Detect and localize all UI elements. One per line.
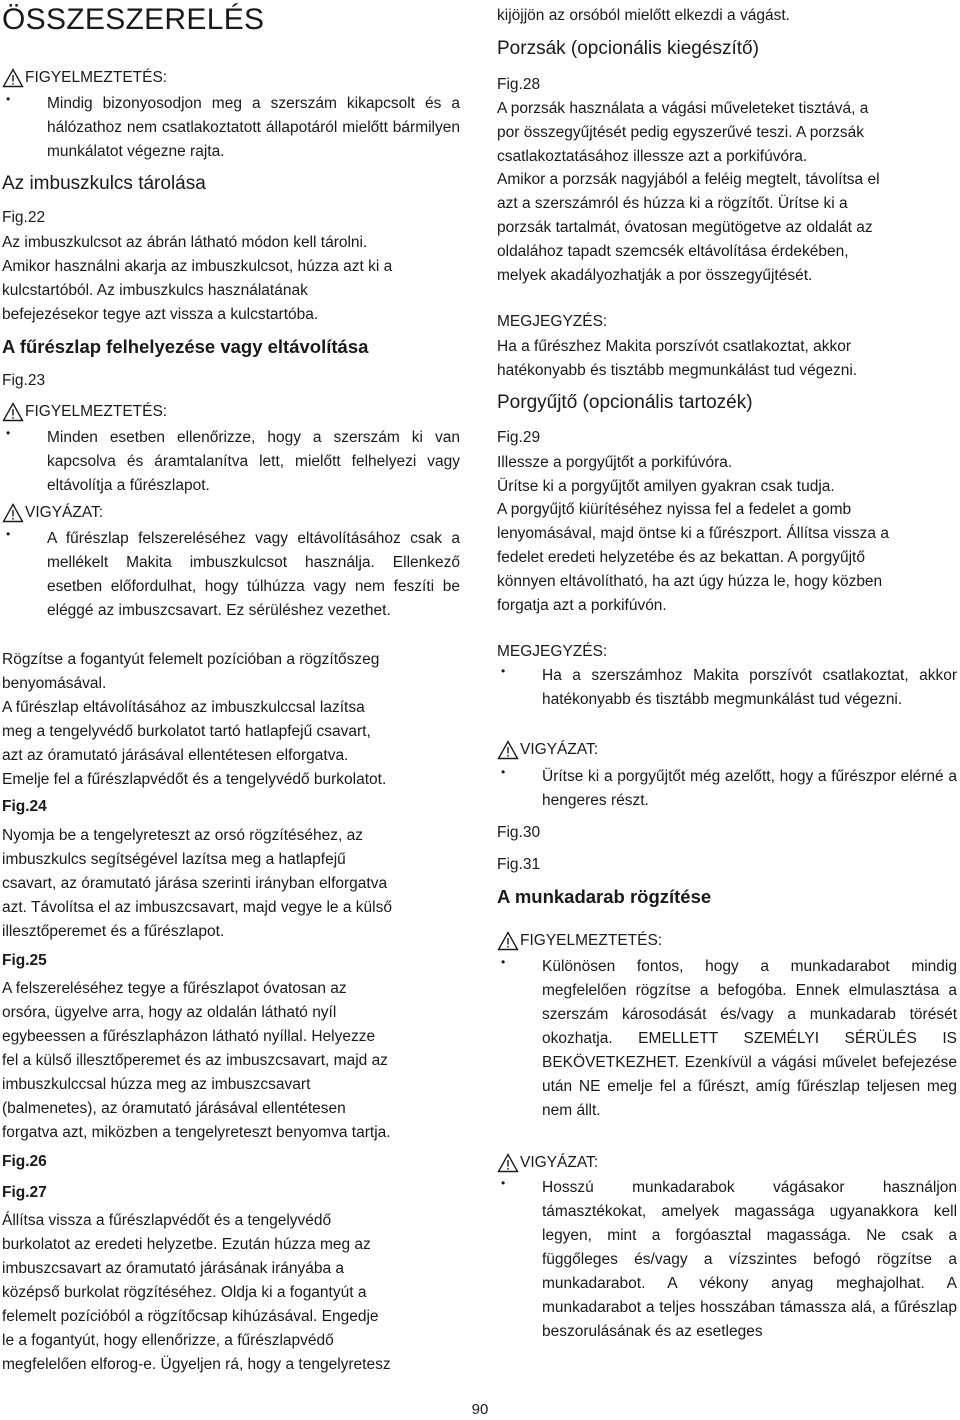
caution-label: VIGYÁZAT: (497, 740, 957, 760)
fig-label: Fig.28 (497, 76, 541, 93)
section-heading: Az imbuszkulcs tárolása (2, 173, 206, 194)
bullet-text: Mindig bizonyosodjon meg a szerszám kikapcsolt és a hálózathoz nem csatlakoztatott állapotáról mielőtt bármilyen munkálatot végezne rajta. (47, 95, 460, 160)
caution-label: VIGYÁZAT: (2, 503, 460, 523)
note-label: MEGJEGYZÉS: (497, 643, 608, 660)
fig-label: Fig.27 (2, 1184, 47, 1201)
warning-triangle-icon (497, 740, 519, 760)
bullet-item: • A fűrészlap felszereléséhez vagy eltávolításához csak a mellékelt Makita imbuszkulcsot használja. Ellenkező esetben előfordulhat, hogy túlhúzza vagy nem feszíti be eléggé az imbuszcsavart. Ez sérüléshez vezethet. (2, 527, 460, 623)
paragraph: Rögzítse a fogantyút felemelt pozícióban a rögzítőszeg benyomásával. (2, 651, 380, 692)
warning-triangle-icon (497, 1153, 519, 1173)
section-heading: A munkadarab rögzítése (497, 886, 712, 907)
section-heading: Porgyűjtő (opcionális tartozék) (497, 392, 753, 413)
paragraph: A fűrészlap eltávolításához az imbuszkulccsal lazítsa meg a tengelyvédő burkolatot tartó hatlapfejű csavart, azt az óramutató járásával ellentétesen elforgatva. Emelje fel a fűrészlapvédőt és a tengelyvédő burkolatot. (2, 699, 387, 788)
section-heading: Porzsák (opcionális kiegészítő) (497, 38, 759, 59)
fig-label: Fig.31 (497, 856, 541, 873)
bullet-text: Különösen fontos, hogy a munkadarabot mindig megfelelően rögzítse a befogóba. Ennek elmulasztása a szerszám károsodását és/vagy a munkadarab törését okozhatja. EMELLETT SZEMÉLYI SÉRÜLÉS IS BEKÖVETKEZHET. Ezenkívül a vágási művelet befejezése után NE emelje fel a fűrészt, amíg fűrészlap teljesen meg nem állt. (542, 958, 957, 1119)
bullet-text: A fűrészlap felszereléséhez vagy eltávolításához csak a mellékelt Makita imbuszkulcsot használja. Ellenkező esetben előfordulhat, hogy túlhúzza vagy nem feszíti be eléggé az imbuszcsavart. Ez sérüléshez vezethet. (47, 530, 460, 619)
bullet-text: Hosszú munkadarabok vágásakor használjon támasztékokat, amelyek magassága ugyanakkora kell legyen, mint a forgóasztal magassága. Ne csak a függőleges és/vagy a vízszintes befogó rögzítse a munkadarabot. A vékony anyag meghajolhat. A munkadarabot a teljes hosszában támassza alá, a fűrészlap beszorulásának és az esetleges (542, 1179, 958, 1340)
warning-label: FIGYELMEZTETÉS: (2, 402, 460, 422)
page-title: ÖSSZESZERELÉS (2, 3, 265, 36)
bullet-item: • Mindig bizonyosodjon meg a szerszám kikapcsolt és a hálózathoz nem csatlakoztatott állapotáról mielőtt bármilyen munkálatot végezne rajta. (2, 92, 460, 164)
fig-label: Fig.29 (497, 429, 541, 446)
bullet-text: Ha a szerszámhoz Makita porszívót csatlakoztat, akkor hatékonyabb és tisztább megmunkálást tud végezni. (542, 667, 957, 708)
bullet-item: • Ha a szerszámhoz Makita porszívót csatlakoztat, akkor hatékonyabb és tisztább megmunkálást tud végezni. (497, 664, 957, 712)
bullet-item: • Különösen fontos, hogy a munkadarabot mindig megfelelően rögzítse a befogóba. Ennek elmulasztása a szerszám károsodását és/vagy a munkadarab törését okozhatja. EMELLETT SZEMÉLYI SÉRÜLÉS IS BEKÖVETKEZHET. Ezenkívül a vágási művelet befejezése után NE emelje fel a fűrészt, amíg fűrészlap teljesen meg nem állt. (497, 955, 957, 1123)
paragraph: Az imbuszkulcsot az ábrán látható módon kell tárolni. Amikor használni akarja az imbuszkulcsot, húzza azt ki a kulcstartóból. Az imbuszkulcs használatának befejezésekor tegye azt vissza a kulcstartóba. (2, 234, 393, 323)
warning-label: FIGYELMEZTETÉS: (2, 68, 460, 88)
paragraph: Amikor a porzsák nagyjából a feléig megtelt, távolítsa el azt a szerszámról és húzza ki a rögzítőt. Ürítse ki a porzsák tartalmát, óvatosan megütögetve az oldalát az oldalához tapadt szemcsék eltávolítása érdekében, melyek akadályozhatják a por összegyűjtését. (497, 171, 880, 284)
warning-triangle-icon (2, 503, 24, 523)
bullet-text: Minden esetben ellenőrizze, hogy a szerszám ki van kapcsolva és áramtalanítva lett, mielőtt felhelyezi vagy eltávolítja a fűrészlapot. (47, 429, 460, 494)
warning-triangle-icon (2, 402, 24, 422)
continued-line: kijöjjön az orsóból mielőtt elkezdi a vágást. (497, 7, 790, 24)
page-number: 90 (471, 1401, 489, 1418)
fig-label: Fig.25 (2, 952, 47, 969)
fig-label: Fig.30 (497, 824, 541, 841)
bullet-item: • Minden esetben ellenőrizze, hogy a szerszám ki van kapcsolva és áramtalanítva lett, mielőtt felhelyezi vagy eltávolítja a fűrészlapot. (2, 426, 460, 498)
paragraph: Ürítse ki a porgyűjtőt amilyen gyakran csak tudja. (497, 478, 835, 495)
paragraph: Nyomja be a tengelyreteszt az orsó rögzítéséhez, az imbuszkulcs segítségével lazítsa meg a hatlapfejű csavart, az óramutató járása szerinti irányban elforgatva azt. Távolítsa el az imbuszcsavart, majd vegye le a külső illesztőperemet és a fűrészlapot. (2, 827, 392, 940)
paragraph: Ha a fűrészhez Makita porszívót csatlakoztat, akkor hatékonyabb és tisztább megmunkálást tud végezni. (497, 338, 858, 379)
fig-label: Fig.22 (2, 209, 46, 226)
paragraph: A porzsák használata a vágási műveleteket tisztává, a por összegyűjtését pedig egyszerűvé teszi. A porzsák csatlakoztatásához illessze azt a porkifúvóra. (497, 100, 869, 165)
paragraph: A porgyűjtő kiürítéséhez nyissa fel a fedelet a gomb lenyomásával, majd öntse ki a fűrészport. Állítsa vissza a fedelet eredeti helyzetébe és az bekattan. A porgyűjtő könnyen eltávolítható, ha azt úgy húzza le, hogy közben forgatja azt a porkifúvón. (497, 501, 889, 614)
fig-label: Fig.23 (2, 372, 46, 389)
caution-label: VIGYÁZAT: (497, 1153, 957, 1173)
fig-label: Fig.26 (2, 1153, 47, 1170)
note-label: MEGJEGYZÉS: (497, 313, 608, 330)
bullet-item: • Hosszú munkadarabok vágásakor használjon támasztékokat, amelyek magassága ugyanakkora kell legyen, mint a forgóasztal magassága. Ne csak a függőleges és/vagy a vízszintes befogó rögzítse a munkadarabot. A vékony anyag meghajolhat. A munkadarabot a teljes hosszában támassza alá, a fűrészlap beszorulásának és az esetleges (497, 1176, 957, 1344)
paragraph: Illessze a porgyűjtőt a porkifúvóra. (497, 454, 733, 471)
warning-triangle-icon (497, 931, 519, 951)
bullet-item: • Ürítse ki a porgyűjtőt még azelőtt, hogy a fűrészpor elérné a hengeres részt. (497, 765, 957, 813)
warning-triangle-icon (2, 68, 24, 88)
warning-label: FIGYELMEZTETÉS: (497, 931, 957, 951)
paragraph: A felszereléséhez tegye a fűrészlapot óvatosan az orsóra, ügyelve arra, hogy az oldalán látható nyíl egybeessen a fűrészlapházon látható nyíllal. Helyezze fel a külső illesztőperemet és az imbuszcsavart, majd az imbuszkulccsal húzza meg az imbuszcsavart (balmenetes), az óramutató járásával ellentétesen forgatva azt, miközben a tengelyreteszt benyomva tartja. (2, 980, 391, 1141)
section-heading: A fűrészlap felhelyezése vagy eltávolítása (2, 336, 369, 357)
bullet-text: Ürítse ki a porgyűjtőt még azelőtt, hogy a fűrészpor elérné a hengeres részt. (542, 768, 957, 809)
paragraph: Állítsa vissza a fűrészlapvédőt és a tengelyvédő burkolatot az eredeti helyzetbe. Ezután húzza meg az imbuszcsavart az óramutató járásának irányába a középső burkolat rögzítéséhez. Oldja ki a fogantyút a felemelt pozícióból a rögzítőcsap kihúzásával. Engedje le a fogantyút, hogy ellenőrizze, a fűrészlapvédő megfelelően elforog-e. Ügyeljen rá, hogy a tengelyretesz (2, 1212, 391, 1373)
fig-label: Fig.24 (2, 798, 47, 815)
